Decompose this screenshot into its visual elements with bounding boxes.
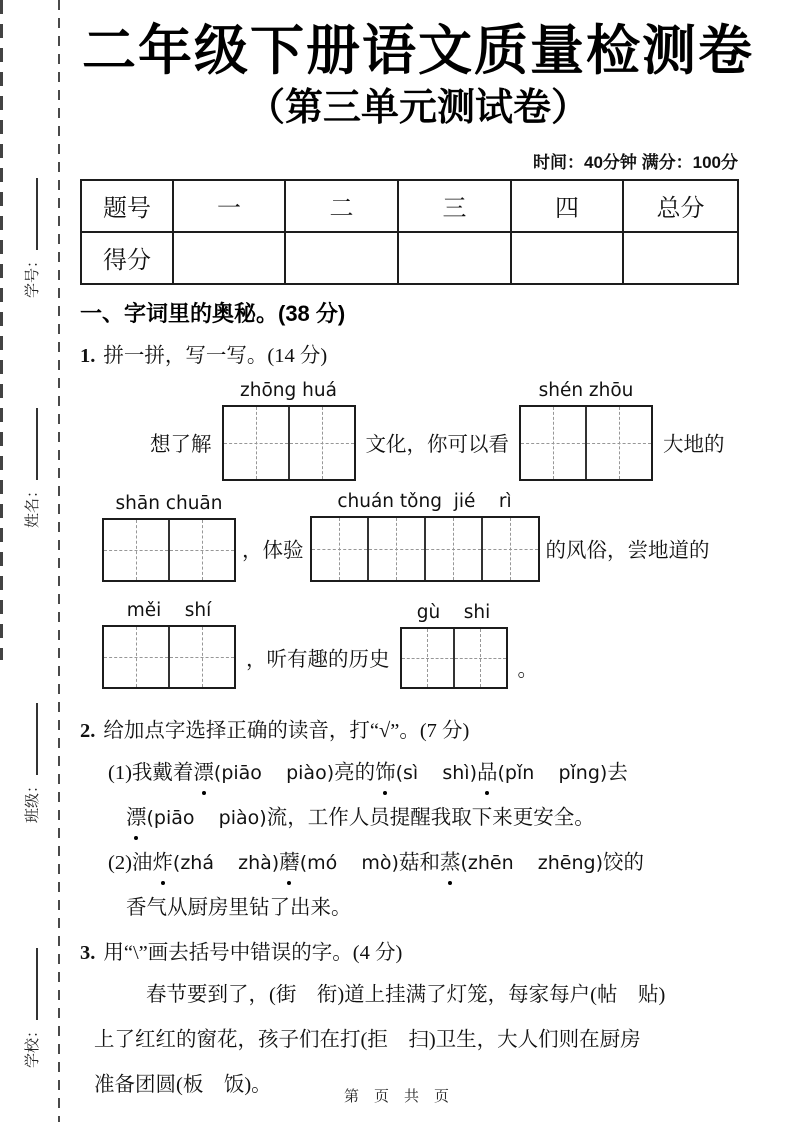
tianzige-cell: [288, 407, 354, 479]
margin-field-label: 学号：: [24, 252, 41, 298]
row-text: 大地的: [663, 433, 725, 456]
dotted-char: 漂: [193, 758, 214, 788]
tianzige-cell: [168, 627, 234, 687]
para-line: 春节要到了，(街 衔)道上挂满了灯笼，每家每户(帖 贴): [146, 983, 666, 1006]
tianzige-cell: [168, 520, 234, 580]
fill-in-blank: [36, 408, 38, 480]
pinyin-box: [400, 602, 508, 689]
dotted-char: 蘑: [279, 848, 300, 878]
page-footer: 第 页 共 页: [343, 1088, 449, 1105]
margin-field-school: [18, 904, 42, 1068]
text-run: (2)油: [108, 851, 153, 874]
pinyin-label: chuán tǒng jié rì: [337, 490, 512, 512]
score-table-score-row: [81, 232, 738, 284]
score-table: [80, 179, 739, 285]
text-run: 去: [607, 761, 628, 784]
pinyin-option: (zhá zhà): [172, 851, 280, 874]
tianzige-cell: [104, 627, 168, 687]
dotted-char: 炸: [152, 848, 173, 878]
dotted-char: 饰: [375, 758, 396, 788]
page-title: 二年级下册语文质量检测卷: [82, 21, 754, 81]
question-3-paragraph: [94, 980, 756, 1100]
tianzige-cell: [424, 518, 481, 580]
tianzige-grid: [102, 625, 236, 689]
score-header-cell: 题号: [81, 180, 173, 232]
margin-field-student-number: [18, 134, 42, 298]
pinyin-label: shān chuān: [115, 492, 223, 514]
para-line: 准备团圆(板 饭)。: [94, 1073, 272, 1096]
score-header-cell: 四: [511, 180, 623, 232]
text-run: 流，工作人员提醒我取下来更安全。: [266, 806, 595, 829]
question-text: 拼一拼，写一写。(14 分): [103, 344, 328, 367]
pinyin-option: (piāo piào): [213, 761, 335, 784]
para-line: 上了红红的窗花，孩子们在打(拒 扫)卫生，大人们则在厨房: [94, 1028, 641, 1051]
score-header-cell: 总分: [623, 180, 738, 232]
tianzige-cell: [402, 629, 453, 687]
tianzige-cell: [453, 629, 506, 687]
pinyin-box: [310, 491, 540, 582]
text-run: 亮的: [334, 761, 376, 784]
tianzige-grid: [400, 627, 508, 689]
score-table-header-row: [81, 180, 738, 232]
pinyin-box: [102, 493, 236, 582]
exam-info: 时间：40分钟 满分：100分: [533, 152, 738, 172]
binding-dashed-line: [58, 0, 60, 1122]
pinyin-option: (piāo piào): [146, 806, 267, 829]
tianzige-cell: [521, 407, 585, 479]
pinyin-box: [519, 380, 653, 481]
score-cell: [173, 232, 285, 284]
margin-field-label: 学校：: [24, 1022, 41, 1068]
tianzige-cell: [104, 520, 168, 580]
page-subtitle: （第三单元测试卷）: [246, 87, 589, 130]
paper-content: [80, 0, 756, 1100]
question-3-line: [80, 935, 756, 965]
tianzige-cell: [367, 518, 424, 580]
fill-in-blank: [36, 703, 38, 775]
tianzige-cell: [224, 407, 288, 479]
score-header-cell: 一: [173, 180, 285, 232]
pinyin-option: (pǐn pǐng): [497, 761, 608, 784]
pinyin-option: (sì shì): [395, 761, 477, 784]
question-1-line: [80, 338, 756, 368]
row-text: ，听有趣的历史: [246, 648, 390, 671]
text-run: 香气从厨房里钻了出来。: [126, 896, 352, 919]
body-line: [80, 893, 756, 923]
row-text: 想了解: [150, 433, 212, 456]
dotted-char: 蒸: [440, 848, 461, 878]
section-one-heading: 一、字词里的奥秘。(38 分): [80, 300, 346, 326]
tianzige-cell: [312, 518, 367, 580]
tianzige-cell: [585, 407, 651, 479]
margin-field-label: 姓名：: [24, 482, 41, 528]
pinyin-box: [102, 600, 236, 689]
pinyin-row-2: [102, 491, 756, 582]
pinyin-label: shén zhōu: [538, 379, 634, 401]
pinyin-option: (zhēn zhēng): [460, 851, 604, 874]
tianzige-grid: [222, 405, 356, 481]
tianzige-grid: [102, 518, 236, 582]
scan-edge-artifact: [0, 0, 3, 660]
question-2-line: [80, 713, 756, 743]
tianzige-cell: [481, 518, 538, 580]
row-text: 。: [517, 658, 538, 681]
fill-in-blank: [36, 178, 38, 250]
score-cell: [623, 232, 738, 284]
margin-field-label: 班级：: [24, 777, 41, 823]
score-cell: [285, 232, 398, 284]
question-text: 用“\”画去括号中错误的字。(4 分): [103, 941, 403, 964]
row-text: 文化，你可以看: [365, 433, 509, 456]
text-run: 饺的: [603, 851, 645, 874]
body-line: [80, 803, 756, 833]
margin-field-name: [18, 364, 42, 528]
text-run: 菇和: [398, 851, 440, 874]
dotted-char: 漂: [126, 803, 147, 833]
question-number: 2.: [80, 719, 96, 742]
row-text: ，体验: [242, 539, 304, 562]
tianzige-grid: [310, 516, 540, 582]
pinyin-row-1: [150, 380, 756, 481]
text-run: (1)我戴着: [108, 761, 194, 784]
pinyin-option: (mó mò): [299, 851, 399, 874]
pinyin-label: zhōng huá: [240, 379, 337, 401]
question-number: 3.: [80, 941, 96, 964]
score-row-label: 得分: [81, 232, 173, 284]
question-number: 1.: [80, 344, 96, 367]
score-header-cell: 三: [398, 180, 511, 232]
pinyin-label: měi shí: [126, 599, 212, 621]
body-line: [80, 758, 756, 788]
row-text: 的风俗，尝地道的: [545, 539, 710, 562]
score-header-cell: 二: [285, 180, 398, 232]
margin-field-class: [18, 659, 42, 823]
score-cell: [398, 232, 511, 284]
question-text: 给加点字选择正确的读音，打“√”。(7 分): [103, 719, 470, 742]
score-cell: [511, 232, 623, 284]
tianzige-grid: [519, 405, 653, 481]
body-line: [80, 848, 756, 878]
fill-in-blank: [36, 948, 38, 1020]
pinyin-label: gù shi: [416, 601, 491, 623]
pinyin-box: [222, 380, 356, 481]
pinyin-row-3: [102, 600, 756, 689]
dotted-char: 品: [477, 758, 498, 788]
